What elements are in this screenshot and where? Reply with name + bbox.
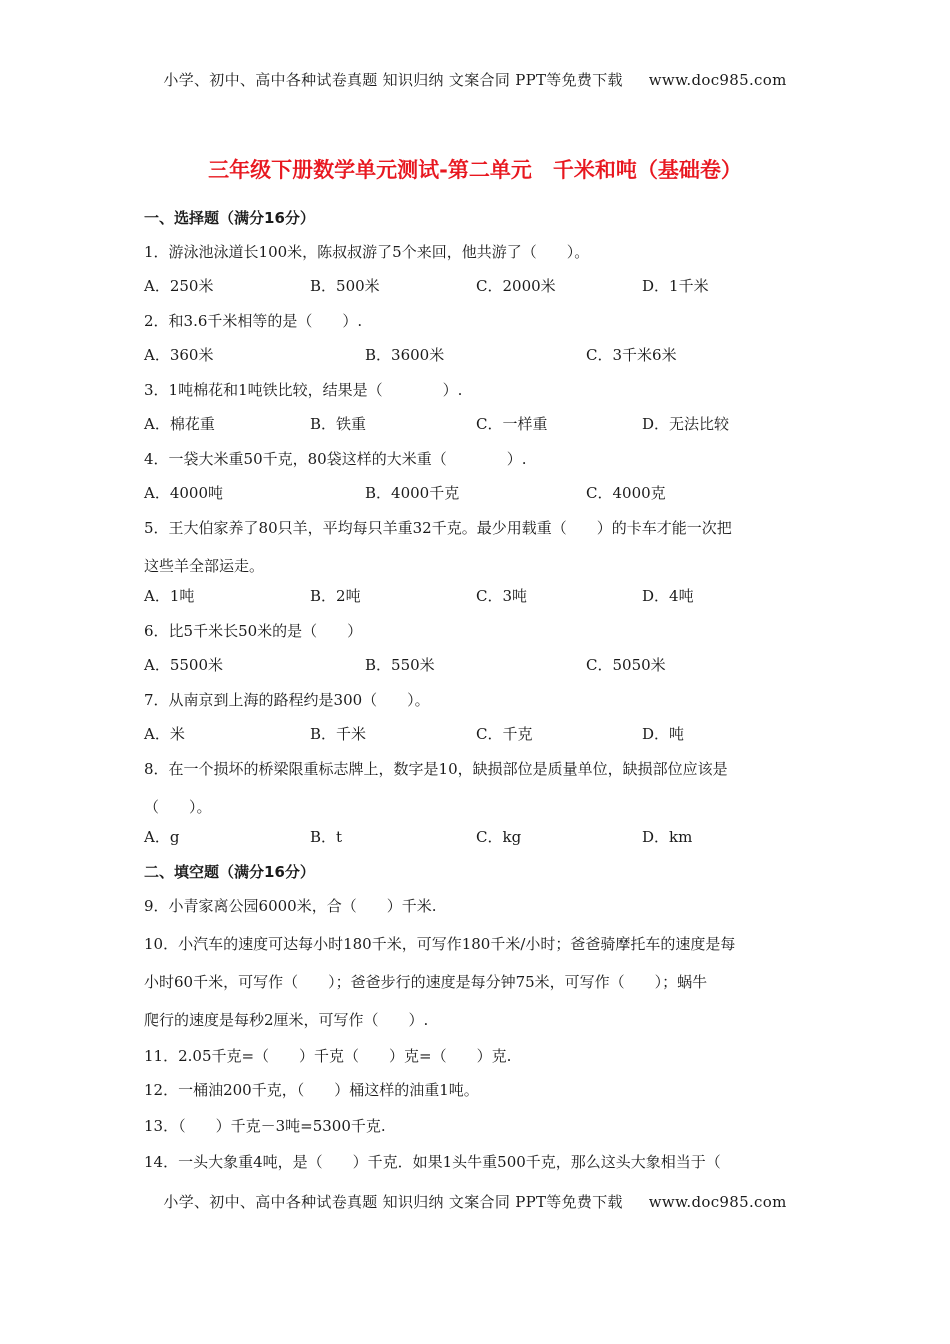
header-text: 小学、初中、高中各种试卷真题 知识归纳 文案合同 PPT等免费下载 (163, 71, 623, 89)
option-c: C．5050米 (586, 656, 666, 674)
option-c: C．一样重 (476, 415, 548, 433)
header-url[interactable]: www.doc985.com (648, 71, 787, 89)
question-2: 2．和3.6千米相等的是（ ）. (144, 312, 363, 330)
option-b: B．4000千克 (365, 484, 460, 502)
question-8-options (144, 825, 814, 860)
question-7: 7．从南京到上海的路程约是300（ ）。 (144, 691, 430, 709)
question-10-line-2: 小时60千米，可写作（ ）；爸爸步行的速度是每分钟75米，可写作（ ）；蜗牛 (144, 973, 708, 991)
option-b: B．500米 (310, 277, 380, 295)
option-b: B．铁重 (310, 415, 367, 433)
question-10 (144, 925, 814, 1039)
option-a: A．5500米 (144, 656, 224, 674)
question-11: 11．2.05千克=（ ）千克（ ）克=（ ）克. (144, 1047, 512, 1065)
question-3: 3．1吨棉花和1吨铁比较，结果是（ ）. (144, 381, 463, 399)
section-heading-choice: 一、选择题（满分16分） (144, 209, 315, 227)
question-8-line-2: （ ）。 (144, 798, 212, 816)
page-footer (0, 1191, 950, 1212)
question-10-line-3: 爬行的速度是每秒2厘米，可写作（ ）. (144, 1011, 429, 1029)
option-b: B．2吨 (310, 587, 361, 605)
footer-url[interactable]: www.doc985.com (648, 1193, 787, 1211)
option-b: B．t (310, 828, 343, 846)
option-c: C．3千米6米 (586, 346, 677, 364)
option-c: C．2000米 (476, 277, 556, 295)
question-12: 12．一桶油200千克，（ ）桶这样的油重1吨。 (144, 1081, 479, 1099)
option-d: D．4吨 (642, 587, 694, 605)
option-b: B．3600米 (365, 346, 445, 364)
option-c: C．kg (476, 828, 522, 846)
question-13: 13．（ ）千克－3吨=5300千克. (144, 1117, 386, 1135)
question-5-line-2: 这些羊全部运走。 (144, 557, 265, 575)
option-a: A．360米 (144, 346, 214, 364)
question-8-line-1: 8．在一个损坏的桥梁限重标志牌上，数字是10，缺损部位是质量单位，缺损部位应该是 (144, 760, 728, 778)
question-2-options (144, 343, 814, 378)
question-1: 1．游泳池泳道长100米，陈叔叔游了5个来回，他共游了（ ）。 (144, 243, 590, 261)
question-1-options (144, 274, 814, 309)
section-heading-fill: 二、填空题（满分16分） (144, 863, 315, 881)
option-a: A．g (144, 828, 180, 846)
question-10-line-1: 10．小汽车的速度可达每小时180千米，可写作180千米/小时；爸爸骑摩托车的速度是每 (144, 935, 736, 953)
option-c: C．4000克 (586, 484, 666, 502)
option-b: B．550米 (365, 656, 435, 674)
footer-text: 小学、初中、高中各种试卷真题 知识归纳 文案合同 PPT等免费下载 (163, 1193, 623, 1211)
page-header (0, 69, 950, 90)
option-a: A．1吨 (144, 587, 195, 605)
option-a: A．250米 (144, 277, 214, 295)
option-c: C．3吨 (476, 587, 528, 605)
question-14: 14．一头大象重4吨，是（ ）千克．如果1头牛重500千克，那么这头大象相当于（ (144, 1153, 721, 1171)
question-4: 4．一袋大米重50千克，80袋这样的大米重（ ）. (144, 450, 527, 468)
option-d: D．km (642, 828, 693, 846)
question-5-line-1: 5．王大伯家养了80只羊，平均每只羊重32千克。最少用载重（ ）的卡车才能一次把 (144, 519, 732, 537)
option-a: A．4000吨 (144, 484, 224, 502)
question-5 (144, 509, 814, 585)
option-d: D．无法比较 (642, 415, 730, 433)
option-c: C．千克 (476, 725, 533, 743)
option-d: D．1千米 (642, 277, 709, 295)
exam-content (144, 206, 814, 1179)
option-a: A．棉花重 (144, 415, 215, 433)
question-6: 6．比5千米长50米的是（ ） (144, 622, 363, 640)
question-8 (144, 750, 814, 826)
option-d: D．吨 (642, 725, 685, 743)
option-b: B．千米 (310, 725, 367, 743)
question-3-options (144, 412, 814, 447)
option-a: A．米 (144, 725, 185, 743)
question-5-options (144, 584, 814, 619)
question-6-options (144, 653, 814, 688)
page-title: 三年级下册数学单元测试-第二单元 千米和吨（基础卷） (208, 158, 742, 182)
question-9: 9．小青家离公园6000米，合（ ）千米. (144, 897, 437, 915)
